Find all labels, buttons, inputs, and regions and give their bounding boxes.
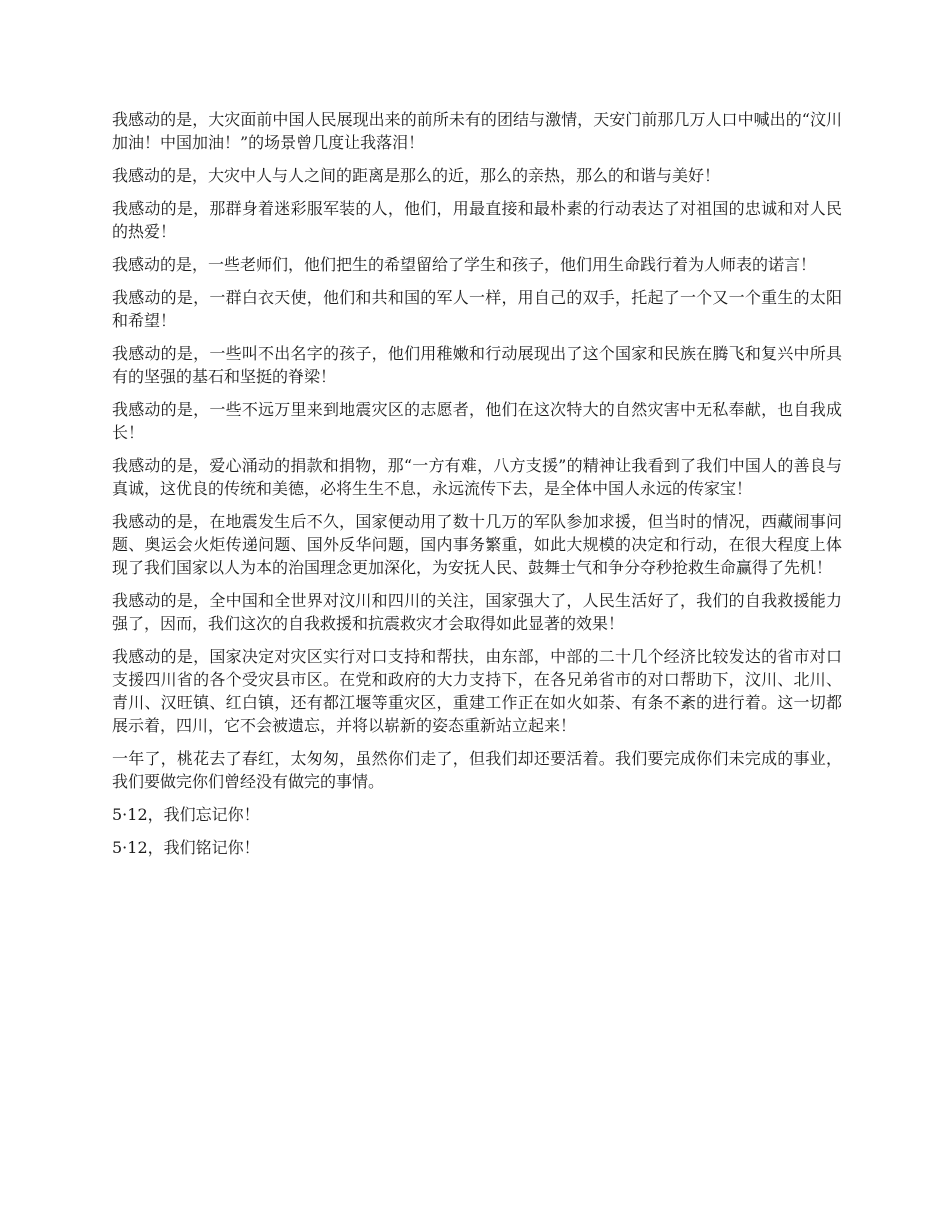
paragraph: 5·12，我们铭记你！: [112, 838, 260, 857]
paragraph: 5·12，我们忘记你！: [112, 805, 260, 824]
paragraph: 我感动的是，全中国和全世界对汶川和四川的关注，国家强大了，人民生活好了，我们的自我救援能力强了，因而，我们这次的自我救援和抗震救灾才会取得如此显著的效果！: [112, 591, 842, 633]
paragraph: 我感动的是，大灾中人与人之间的距离是那么的近，那么的亲热，那么的和谐与美好！: [112, 166, 721, 185]
paragraph: 我感动的是，国家决定对灾区实行对口支持和帮扶，由东部，中部的二十几个经济比较发达的省市对口支援四川省的各个受灾县市区。在党和政府的大力支持下，在各兄弟省市的对口帮助下，汶川、北川、青川、汉旺镇、红白镇，还有都江堰等重灾区，重建工作正在如火如荼、有条不紊的进行着。这一切都展示着，四川，它不会被遗忘，并将以崭新的姿态重新站立起来！: [112, 647, 842, 735]
paragraph: 我感动的是，一群白衣天使，他们和共和国的军人一样，用自己的双手，托起了一个又一个重生的太阳和希望！: [112, 288, 842, 330]
paragraph: 我感动的是，一些老师们，他们把生的希望留给了学生和孩子，他们用生命践行着为人师表的诺言！: [112, 255, 817, 274]
paragraph: 我感动的是，大灾面前中国人民展现出来的前所未有的团结与激情，天安门前那几万人口中喊出的“汶川加油！中国加油！”的场景曾几度让我落泪！: [112, 110, 842, 152]
paragraph: 我感动的是，爱心涌动的捐款和捐物，那“一方有难，八方支援”的精神让我看到了我们中国人的善良与真诚，这优良的传统和美德，必将生生不息，永远流传下去，是全体中国人永远的传家宝！: [112, 456, 842, 498]
paragraph: 我感动的是，在地震发生后不久，国家便动用了数十几万的军队参加求援，但当时的情况，西藏闹事问题、奥运会火炬传递问题、国外反华问题，国内事务繁重，如此大规模的决定和行动，在很大程度上体现了我们国家以人为本的治国理念更加深化，为安抚人民、鼓舞士气和争分夺秒抢救生命赢得了先机！: [112, 512, 842, 577]
paragraph: 我感动的是，那群身着迷彩服军装的人，他们，用最直接和最朴素的行动表达了对祖国的忠诚和对人民的热爱！: [112, 199, 842, 241]
document-body: [112, 108, 842, 869]
paragraph: 我感动的是，一些叫不出名字的孩子，他们用稚嫩和行动展现出了这个国家和民族在腾飞和复兴中所具有的坚强的基石和坚挺的脊梁！: [112, 344, 842, 386]
paragraph: 我感动的是，一些不远万里来到地震灾区的志愿者，他们在这次特大的自然灾害中无私奉献，也自我成长！: [112, 400, 842, 442]
paragraph: 一年了，桃花去了春红，太匆匆，虽然你们走了，但我们却还要活着。我们要完成你们未完成的事业，我们要做完你们曾经没有做完的事情。: [112, 749, 842, 791]
